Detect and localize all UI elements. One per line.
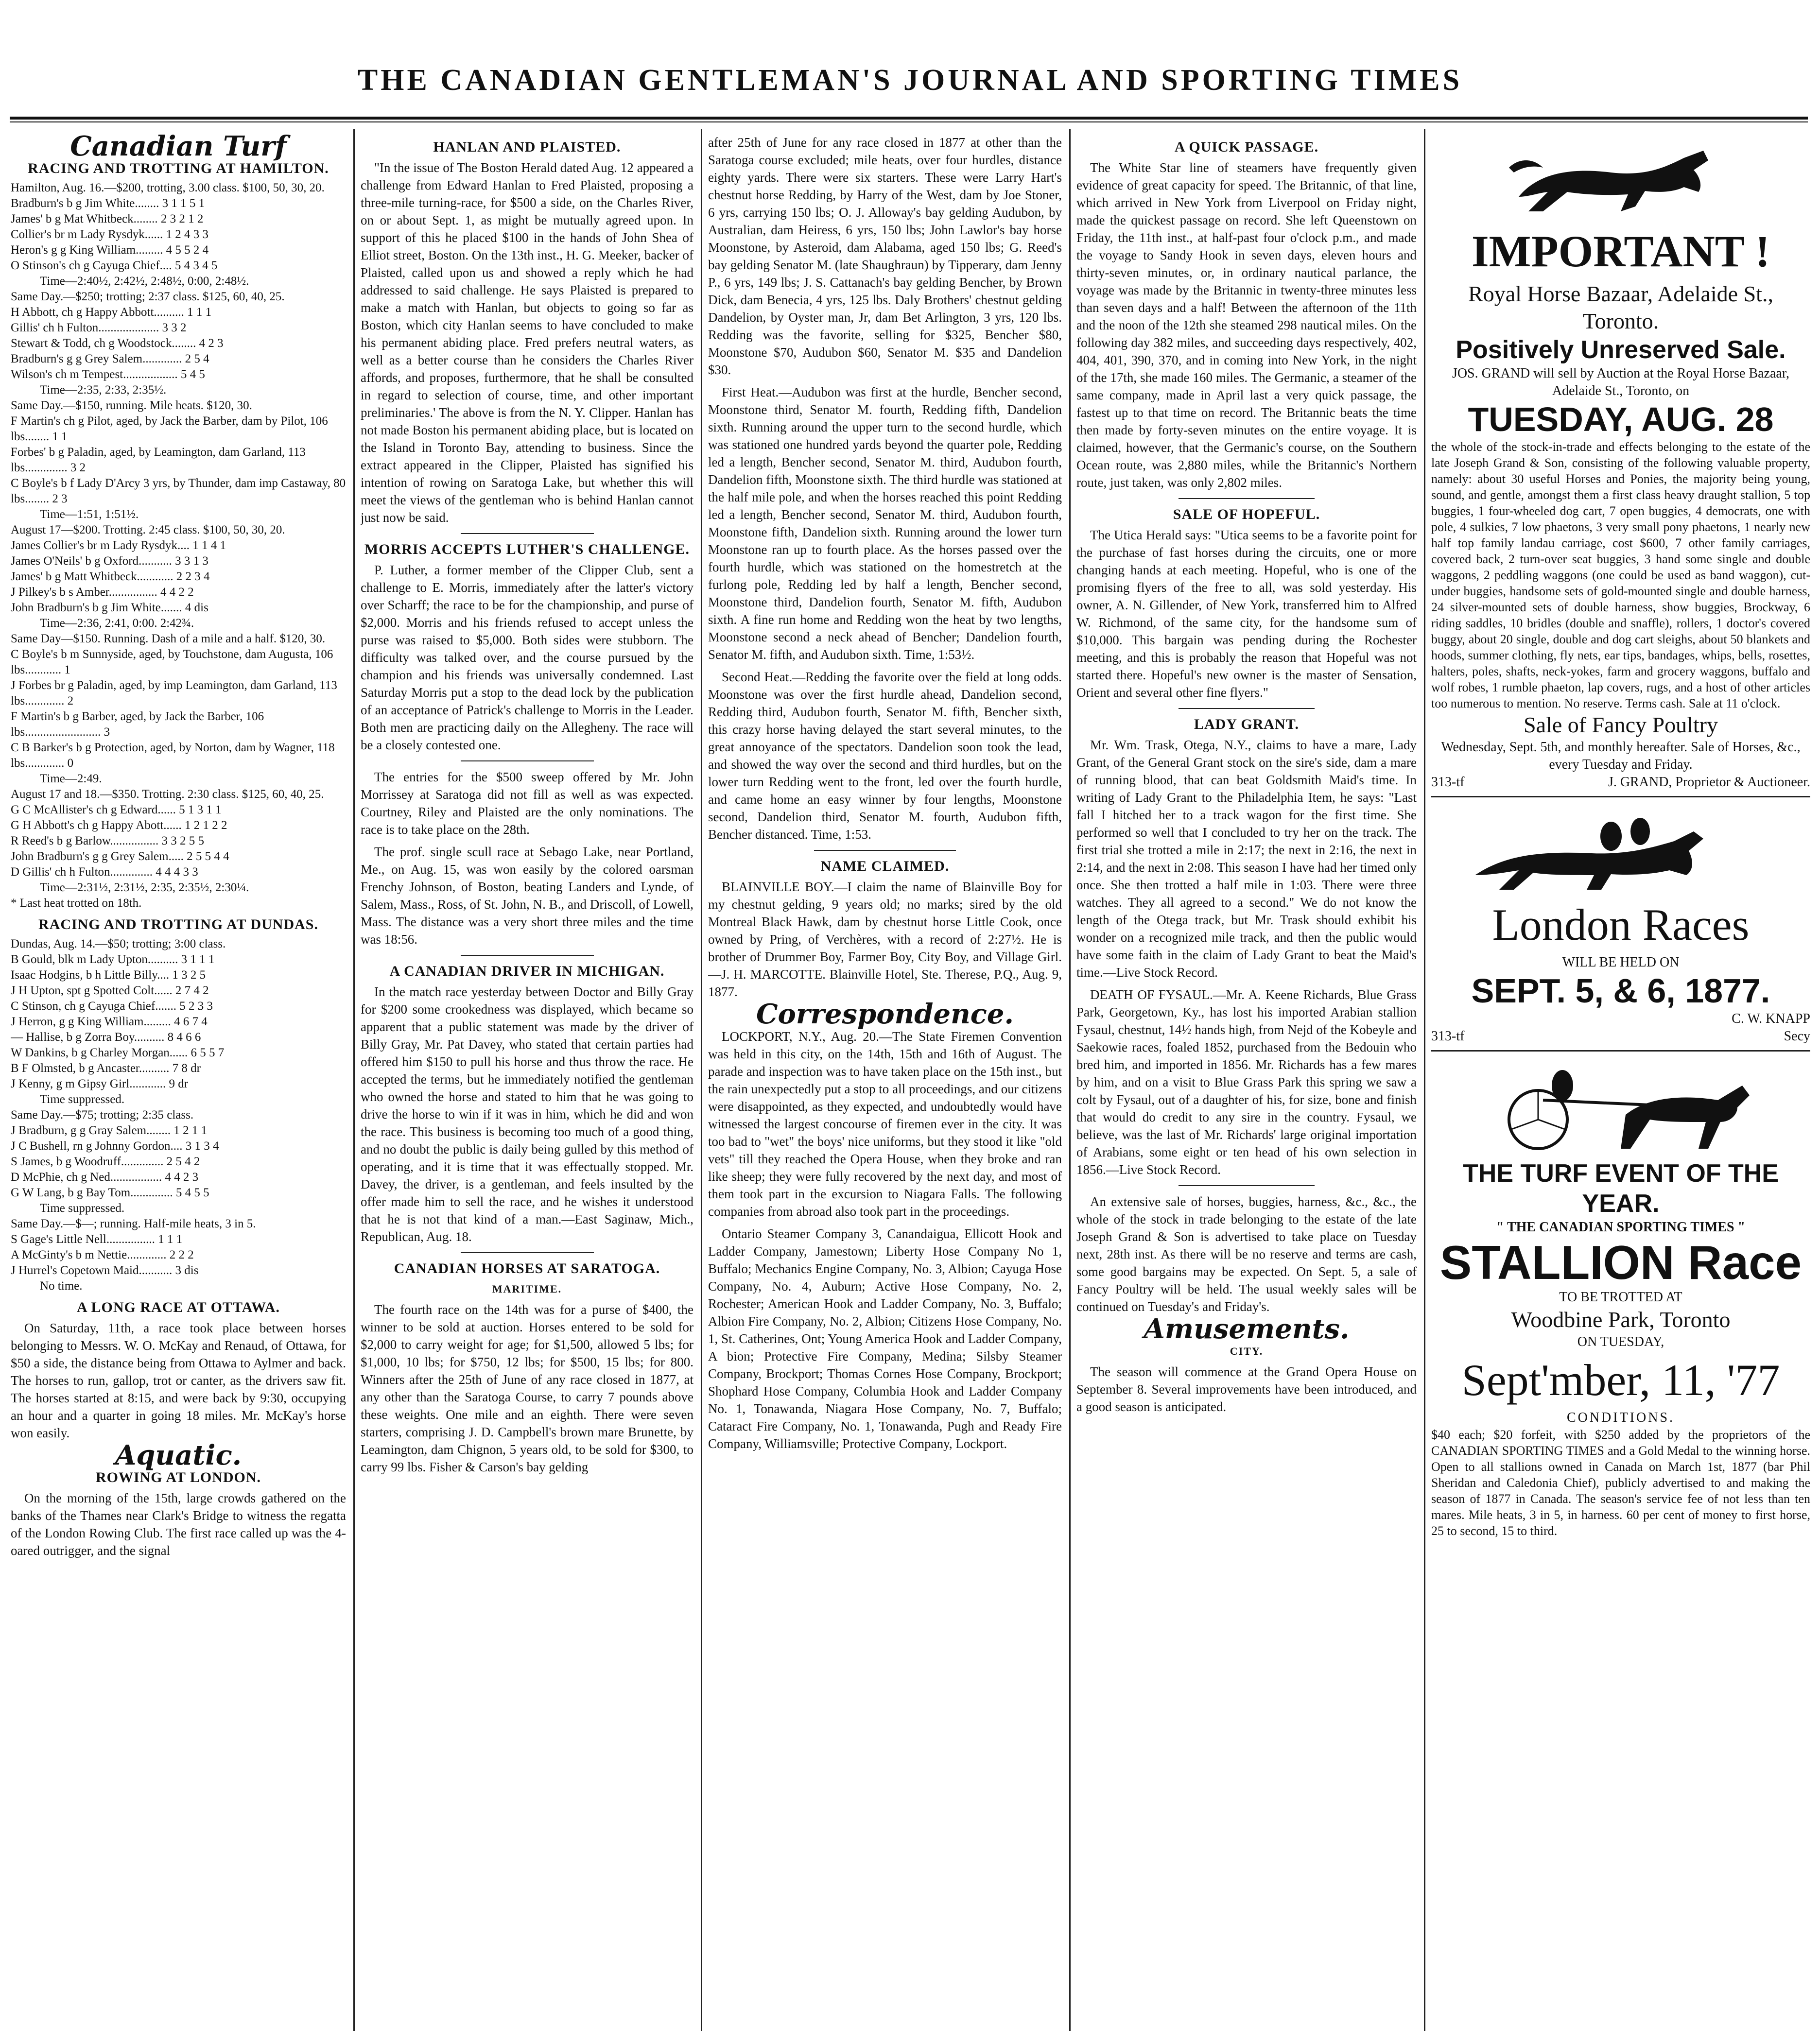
article-paragraph: "In the issue of The Boston Herald dated Aug. 12 appeared a challenge from Edward Hanlan to Fred Plaisted, proposing a three-mile turning-race, for $500 a side, on the Charles River, on or about Sept. 1, as might be mutually agreed upon. In support of this he placed $100 in the hands of John Shea of Elliot street, Boston. On the 13th inst., H. G. Meeker, backer of Plaisted, called upon us and showed a reply which he had addressed to said challenge. He says Plaisted is prepared to make a match with Hanlan, but objects to going so far as Boston, which city Hanlan seems to have concluded to make his permanent abiding place. Fred prefers neutral waters, as well as a better course than he considers the Charles River affords, and proposes, furthermore, that he shall be consulted in regard to selection of course, time, and other important preliminaries.' The above is from the N. Y. Clipper. Hanlan has not made Boston his permanent abiding place, but is located on the Island in Toronto Bay, attending to business. Since the extract appeared in the Clipper, Plaisted has signified his intention of rowing on Saratoga Lake, but whether this will meet the views of the gentleman who is behind Hanlan cannot just now be said. (361, 160, 693, 525)
ad-turf-event: THE TURF EVENT OF THE YEAR. (1463, 1159, 1779, 1218)
heading-lady-grant: LADY GRANT. (1194, 716, 1299, 732)
race-entry: S Gage's Little Nell................ 1 1 1 (11, 1233, 183, 1246)
ad-proprietor: J. GRAND, Proprietor & Auctioneer. (1608, 775, 1810, 790)
heading-quick-passage: A QUICK PASSAGE. (1174, 139, 1319, 155)
race-meta: Same Day.—$—; running. Half-mile heats, 3 in 5. (11, 1217, 256, 1230)
race-meta: Same Day.—$75; trotting; 2:35 class. (11, 1108, 194, 1122)
ad-conditions-text: $40 each; $20 forfeit, with $250 added by the proprietors of the CANADIAN SPORTING TIMES and a Gold Medal to the winning horse. Open to all stallions owned in Canada on March 1st, 1877 (bar Phil Sheridan and Caledonia Chief), publicly advertised to and making the season of 1877 in Canada. The season's service fee of not less than ten mares. Mile heats, 3 in 5, in harness. 60 per cent of money to first horse, 25 to second, 15 to third. (1431, 1428, 1810, 1538)
race-time: Time suppressed. (40, 1202, 125, 1215)
ad-important-headline: IMPORTANT ! (1471, 226, 1770, 276)
race-entry: Bradburn's b g Jim White........ 3 1 1 5 1 (11, 197, 205, 210)
heading-name-claimed: NAME CLAIMED. (820, 858, 950, 874)
race-entry: John Bradburn's b g Jim White....... 4 dis (11, 601, 208, 614)
separator (461, 1252, 594, 1253)
race-time: Time—2:31½, 2:31½, 2:35, 2:35½, 2:30¼. (40, 881, 249, 894)
article-paragraph: On Saturday, 11th, a race took place between horses belonging to Messrs. W. O. McKay and Renaud, of Ottawa, for $50 a side, the distance being from Ottawa to Aylmer and back. The horses to run, gallop, trot or canter, as the drivers saw fit. The horses started at 8:15, and were back by 9:30, occupying an hour and a quarter in going 18 miles. Mr. McKay's horse won easily. (11, 1321, 346, 1440)
race-entry: James' b g Matt Whitbeck............ 2 2 3 4 (11, 570, 210, 583)
article-paragraph: The entries for the $500 sweep offered by Mr. John Morrissey at Saratoga did not fill as well as was expected. Courtney, Riley and Plaisted are the only nominations. The race is to take place on the 28th. (361, 770, 693, 837)
race-time: No time. (40, 1279, 83, 1293)
race-entry: C B Barker's b g Protection, aged, by Norton, dam by Wagner, 118 lbs............. 0 (11, 741, 335, 770)
race-entry: C Boyle's b f Lady D'Arcy 3 yrs, by Thunder, dam imp Castaway, 80 lbs........ 2 3 (11, 477, 346, 505)
race-entry: Gillis' ch h Fulton.................... 3 3 2 (11, 321, 187, 334)
race-time: Time—2:40½, 2:42½, 2:48½, 0:00, 2:48½. (40, 275, 249, 288)
heading-sale-of-hopeful: SALE OF HOPEFUL. (1173, 506, 1320, 522)
separator (461, 760, 594, 761)
article-paragraph: DEATH OF FYSAUL.—Mr. A. Keene Richards, Blue Grass Park, Georgetown, Ky., has lost his imported Arabian stallion Fysaul, chestnut, 14½ hands high, from Nejd of the Kobeyle and Saekowie races, foaled 1852, purchased from the Bedouin who bred him, and imported in 1856. Mr. Richards has a few mares by him, and on a visit to Blue Grass Park this spring we saw a colt by Fysaul, out of a daughter of his, for size, bone and finish that would do credit to any sire in the country. Fysaul, we believe, was the last of Mr. Richards' large original importation of Arabians, some eight or ten head of his own selection in 1856.—Live Stock Record. (1076, 987, 1417, 1177)
column-general-news (1076, 134, 1417, 2029)
subheading-maritime: MARITIME. (492, 1283, 562, 1295)
ad-will-be-held: WILL BE HELD ON (1562, 955, 1680, 970)
ad-london-races: London Races (1492, 900, 1750, 949)
race-entry: G W Lang, b g Bay Tom.............. 5 4 5 5 (11, 1186, 209, 1199)
trotting-sulky-illustration (1465, 1056, 1776, 1154)
ad-sell-intro: JOS. GRAND will sell by Auction at the Royal Horse Bazaar, Adelaide St., Toronto, on (1452, 366, 1790, 398)
heading-saratoga: CANADIAN HORSES AT SARATOGA. (394, 1260, 660, 1277)
section-title-aquatic: Aquatic. (115, 1439, 242, 1471)
race-meta: August 17—$200. Trotting. 2:45 class. $100, 50, 30, 20. (11, 523, 285, 536)
heading-ottawa: A LONG RACE AT OTTAWA. (77, 1299, 280, 1315)
race-entry: S James, b g Woodruff.............. 2 5 4 2 (11, 1155, 200, 1168)
race-entry: — Hallise, b g Zorra Boy.......... 8 4 6 6 (11, 1031, 201, 1044)
ad-divider (1431, 796, 1810, 797)
race-meta: Hamilton, Aug. 16.—$200, trotting, 3.00 class. $100, 50, 30, 20. (11, 181, 325, 194)
column-divider (701, 129, 702, 2031)
race-entry: W Dankins, b g Charley Morgan...... 6 5 5 7 (11, 1046, 225, 1059)
column-turf (11, 134, 346, 2029)
ad-poultry-title: Sale of Fancy Poultry (1524, 712, 1718, 737)
race-entry: A McGinty's b m Nettie............. 2 2 2 (11, 1248, 194, 1261)
race-entry: Wilson's ch m Tempest.................. 5 4 5 (11, 368, 205, 381)
ad-sporting-times: " THE CANADIAN SPORTING TIMES " (1496, 1220, 1746, 1235)
ad-sale-date: TUESDAY, AUG. 28 (1468, 400, 1774, 438)
race-entry: O Stinson's ch g Cayuga Chief.... 5 4 3 4 5 (11, 259, 218, 272)
race-entry: Forbes' b g Paladin, aged, by Leamington, dam Garland, 113 lbs.............. 3 2 (11, 446, 306, 474)
article-paragraph: after 25th of June for any race closed in 1877 at other than the Saratoga course excluded; mile heats, over four hurdles, distance eighty yards. There were six starters. These were Larry Hart's chestnut horse Redding, by Harry of the West, dam by Joe Stoner, 6 yrs, carrying 150 lbs; O. J. Alloway's bay gelding Audubon, by Australian, dam Heiress, 6 yrs, 150 lbs; John Lawlor's bay horse Moonstone, by Asteroid, dam Alabama, aged 150 lbs; G. Reed's bay gelding Senator M. (late Shaughraun) by Tipperary, dam Jenny P., 6 yrs, 149 lbs; J. S. Cattanach's bay gelding Bencher, by Brown Dick, dam Benecia, 4 yrs, 125 lbs. Daly Brothers' chestnut gelding Dandelion, by Oyster man, Jr, dam Bet Arlington, 3 yrs, 120 lbs. Redding was the favorite, selling for $325, Bencher $80, Moonstone $70, Audubon $60, Senator M. $35 and Dandelion $30. (708, 135, 1062, 377)
ad-on-tuesday: ON TUESDAY, (1577, 1334, 1664, 1349)
race-entry: C Boyle's b m Sunnyside, aged, by Touchstone, dam Augusta, 106 lbs............ 1 (11, 648, 333, 676)
article-paragraph: Mr. Wm. Trask, Otega, N.Y., claims to have a mare, Lady Grant, of the General Grant stock on the sire's side, dam a mare of running blood, that can beat Goldsmith Maid's time. In writing of Lady Grant to the Philadelphia Item, he says: "Last fall I hitched her to a track wagon for the first time. She performed so well that I concluded to try her on the track. The first trial she trotted a mile in 2:17; the next in 2:16, the next in 2:14, and the next in 2:08. This season I have had her timed only once. She then trotted a half mile in 1:03. There were three watches. They all agreed to a second." We do not know the length of the Otega track, but Mr. Trask should exhibit his wonder on a recognized mile track, and then the public would have some faith in the claim of Lady Grant to beat the Maid's time.—Live Stock Record. (1076, 738, 1417, 980)
ad-poultry-text: Wednesday, Sept. 5th, and monthly hereafter. Sale of Horses, &c., every Tuesday and Friday. (1441, 740, 1801, 772)
ad-bazaar-name: Royal Horse Bazaar, Adelaide St., Toronto. (1468, 281, 1773, 333)
section-title-turf: Canadian Turf (70, 134, 287, 162)
race-entry: J Kenny, g m Gipsy Girl............ 9 dr (11, 1077, 189, 1090)
ad-unreserved-sale: Positively Unreserved Sale. (1456, 336, 1786, 364)
column-saratoga-correspondence (708, 134, 1062, 2029)
horse-race-illustration (1465, 802, 1776, 895)
race-entry: J Bradburn, g g Gray Salem........ 1 2 1 1 (11, 1124, 208, 1137)
race-entry: Collier's br m Lady Rysdyk...... 1 2 4 3 3 (11, 228, 208, 241)
article-paragraph: The fourth race on the 14th was for a purse of $400, the winner to be sold at auction. Horses entered to be sold for $2,000 to carry weight for age; for $1,500, allowed 5 lbs; for $1,000, 10 lbs; for $750, 12 lbs; for $500, 15 lbs; for 800. Winners after the 25th of June of any race closed in 1877, at any other than the Saratoga Course, to carry 7 pounds above these weights. One mile and an eighth. There were seven starters, comprising J. D. Campbell's brown mare Brunette, by Leamington, dam Chignon, 5 years old, to be sold for $300, to carry 99 lbs. Fisher & Carson's bay gelding (361, 1302, 693, 1474)
ad-code: 313-tf (1431, 1029, 1465, 1044)
race-entry: Bradburn's g g Grey Salem............. 2 5 4 (11, 352, 209, 365)
separator (814, 850, 955, 851)
subheading-city: CITY. (1230, 1345, 1264, 1357)
race-time: Time suppressed. (40, 1093, 125, 1106)
separator (1179, 1185, 1315, 1186)
column-rowing-news (361, 134, 693, 2029)
race-entry: Heron's g g King William......... 4 5 5 2 4 (11, 243, 209, 257)
race-entry: G H Abbott's ch g Happy Abott...... 1 2 1 2 2 (11, 819, 227, 832)
article-paragraph: The Utica Herald says: "Utica seems to be a favorite point for the purchase of fast horses during the circuits, one or more changing hands at each meeting. Hopeful, who is one of the promising flyers of the free to all, was sold yesterday. His owner, A. N. Gillender, of New York, transferred him to Alfred W. Richmond, of the same city, for the handsome sum of $10,000. This bargain was pending during the Rochester meeting, and this is probably the reason that Hopeful was not started there. Hopeful's new owner is the master of Sensation, Orient and several other fine flyers." (1076, 528, 1417, 700)
column-divider (1069, 129, 1071, 2031)
heading-hamilton: RACING AND TROTTING AT HAMILTON. (28, 160, 329, 176)
article-paragraph: Second Heat.—Redding the favorite over the field at long odds. Moonstone was over the first hurdle ahead, Dandelion second, Redding third, Audubon fourth, Senator M. fifth, Bencher sixth, this crazy horse having delayed the start several minutes, to the great annoyance of the spectators. Dandelion soon took the lead, and showed the way over the second and third hurdles, but on the lower turn Redding went to the front, led over the fourth hurdle, and came home an easy winner by four lengths, Moonstone second, Dandelion third, Senator M. fourth, Audubon fifth, Bencher distanced. Time, 1:53. (708, 670, 1062, 842)
race-entry: R Reed's b g Barlow................ 3 3 2 5 5 (11, 834, 204, 847)
ad-stallion-race: STALLION Race (1439, 1236, 1802, 1289)
heading-rowing: ROWING AT LONDON. (95, 1469, 261, 1485)
separator (1179, 708, 1315, 709)
ad-signature (1431, 774, 1810, 791)
ad-races-date: SEPT. 5, & 6, 1877. (1471, 972, 1770, 1010)
race-meta: Same Day.—$250; trotting; 2:37 class. $125, 60, 40, 25. (11, 290, 285, 303)
heading-dundas: RACING AND TROTTING AT DUNDAS. (38, 916, 318, 932)
column-divider (353, 129, 355, 2031)
article-paragraph: Ontario Steamer Company 3, Canandaigua, Ellicott Hook and Ladder Company, Jamestown; Liberty Hose Company No 1, Buffalo; Mechanics Engine Company, No. 3, Albion; Cayuga Hose Company, No. 4, Auburn; Active Hose Company, No. 2, Rochester; American Hook and Ladder Company, No. 3, Buffalo; Albion Fire Company, No. 2, Albion; Citizens Hose Company, No. 1, St. Catherines, Ont; Young America Hook and Ladder Company, A bion; Protective Fire Company, Medina; Silsby Steamer Company, Brockport; Thomas Cornes Hose Company, Brockport; Shophard Hose Company, Columbia Hook and Ladder Company No. 1, Tonawanda, Niagara Hose Company, No. 7, Buffalo; Cataract Fire Company, No. 1, Tonawanda, Pugh and Ready Fire Company, Williamsville; Protective Company, Lockport. (708, 1226, 1062, 1451)
race-entry: James Collier's br m Lady Rysdyk.... 1 1 4 1 (11, 539, 226, 552)
race-time: Time—2:49. (40, 772, 102, 785)
column-divider (1424, 129, 1425, 2031)
masthead: THE CANADIAN GENTLEMAN'S JOURNAL AND SPORTING TIMES (357, 64, 1463, 97)
ad-divider (1431, 1050, 1810, 1052)
ad-signature (1431, 1028, 1810, 1045)
race-note: * Last heat trotted on 18th. (11, 897, 142, 910)
race-time: Time—1:51, 1:51½. (40, 508, 139, 521)
race-entry: G C McAllister's ch g Edward...... 5 1 3 1 1 (11, 803, 222, 816)
race-entry: B Gould, blk m Lady Upton.......... 3 1 1 1 (11, 953, 215, 966)
race-entry: C Stinson, ch g Cayuga Chief....... 5 2 3 3 (11, 1000, 213, 1013)
ad-code: 313-tf (1431, 775, 1465, 790)
race-entry: John Bradburn's g g Grey Salem..... 2 5 5 4 4 (11, 850, 229, 863)
article-paragraph: On the morning of the 15th, large crowds gathered on the banks of the Thames near Clark's Bridge to witness the regatta of the London Rowing Club. The first race called up was the 4-oared outrigger, and the signal (11, 1491, 346, 1558)
heading-morris: MORRIS ACCEPTS LUTHER'S CHALLENGE. (364, 541, 690, 557)
ad-knapp: C. W. KNAPP (1732, 1011, 1810, 1026)
article-paragraph: In the match race yesterday between Doctor and Billy Gray for $200 some crookedness was displayed, which became so apparent that a public statement was made by the driver of Billy Gray, Mr. Pat Davey, who stated that certain parties had offered him $150 to pull his horse and thus throw the race. He accepted the terms, but he immediately notified the gentleman who owned the horse and stated to him that he was going to drive the horse to win if it was in him, which he did and won the race. This business is becoming too much of a good thing, and no doubt the public is daily being gulled by this method of operating, and it is time that it was effectually stopped. Mr. Davey, the driver, is a gentleman, and feels insulted by the offer made him to sell the race, and he wishes it understood that he is not that kind of a man.—East Saginaw, Mich., Republican, Aug. 18. (361, 984, 693, 1244)
article-paragraph: LOCKPORT, N.Y., Aug. 20.—The State Firemen Convention was held in this city, on the 14th, 15th and 16th of August. The parade and inspection was to have taken place on the 15th inst., but the rain unexpectedly put a stop to all proceedings, and our citizens were disappointed, as they expected, and undoubtedly would have witnessed the largest concourse of firemen ever in the city. It was too bad to "wet" the boys' nice uniforms, but they stood it like "old vets" till they reached the Opera House, when they broke and ran like sheep; they were fully recovered by the next day, and most of them took part in the excursion to Niagara Falls. The following companies from abroad also took part in the proceedings. (708, 1029, 1062, 1219)
ad-race-date: Sept'mber, 11, '77 (1461, 1355, 1780, 1405)
separator (461, 533, 594, 534)
race-entry: J Herron, g g King William......... 4 6 7 4 (11, 1015, 208, 1028)
article-paragraph: The season will commence at the Grand Opera House on September 8. Several improvements have been introduced, and a good season is anticipated. (1076, 1364, 1417, 1414)
race-entry: J Pilkey's b s Amber................ 4 4 2 2 (11, 586, 194, 599)
separator (1179, 498, 1315, 499)
ad-to-be-trotted: TO BE TROTTED AT (1559, 1290, 1682, 1305)
masthead-rule-thick (10, 117, 1808, 120)
race-entry: J Hurrel's Copetown Maid........... 3 dis (11, 1264, 199, 1277)
race-entry: F Martin's b g Barber, aged, by Jack the Barber, 106 lbs......................... 3 (11, 710, 264, 739)
race-entry: H Abbott, ch g Happy Abbott.......... 1 1 1 (11, 306, 212, 319)
race-entry: J Forbes br g Paladin, aged, by imp Leamington, dam Garland, 113 lbs............. 2 (11, 679, 337, 707)
article-paragraph: BLAINVILLE BOY.—I claim the name of Blainville Boy for my chestnut gelding, 9 years old; no marks; sired by the old Montreal Black Hawk, dam by chestnut horse Little Cook, once owned by Pring, of Verchères, with a record of 2:27½. He is brother of Drummer Boy, Farmer Boy, City Boy, and Village Girl.—J. H. MARCOTTE. Blainville Hotel, Ste. Therese, P.Q., Aug. 9, 1877. (708, 880, 1062, 999)
race-entry: D Gillis' ch h Fulton.............. 4 4 4 3 3 (11, 865, 198, 879)
article-paragraph: The prof. single scull race at Sebago Lake, near Portland, Me., on Aug. 15, was won easily by the colored oarsman Frenchy Johnson, of Boston, beating Landers and Lynde, of Salem, Mass., Ross, of St. John, N. B., and Driscoll, of Lowell, Mass. The distance was a very short three miles and the time was 18:56. (361, 845, 693, 947)
race-time: Time—2:36, 2:41, 0:00. 2:42¾. (40, 617, 194, 630)
race-entry: Stewart & Todd, ch g Woodstock........ 4 2 3 (11, 337, 224, 350)
section-title-correspondence: Correspondence. (756, 998, 1014, 1030)
ad-conditions-heading: CONDITIONS. (1566, 1410, 1675, 1425)
race-entry: F Martin's ch g Pilot, aged, by Jack the Barber, dam by Pilot, 106 lbs........ 1 1 (11, 414, 328, 443)
heading-hanlan: HANLAN AND PLAISTED. (433, 139, 621, 155)
article-paragraph: The White Star line of steamers have frequently given evidence of great capacity for speed. The Britannic, of that line, which arrived in New York from Liverpool on Friday night, made the quickest passage on record. She left Queenstown on Friday, the 11th inst., at half-past four o'clock p.m., and made the voyage to Sandy Hook in seven days, eleven hours and thirty-seven minutes, or, in ordinary nautical parlance, the voyage was made by the Britannic in twenty-three minutes less than seven days and a half! Between the afternoon of the 11th and the noon of the 12th she steamed 298 nautical miles. On the following day 382 miles, and succeeding days respectively, 402, 404, 401, 390, 370, and in coming into New York, in the night of the 17th, she made 160 miles. The Germanic, a steamer of the same company, made in April last a very quick passage, the fastest up to that time on record. The Britannic beats the time then made by forty-seven minutes on the entire voyage. It is claimed, however, that the Germanic's course, on the Southern Ocean route, was 2,880 miles, while the Britannic's Northern route, just taken, was only 2,802 miles. (1076, 160, 1417, 490)
race-time: Time—2:35, 2:33, 2:35½. (40, 383, 167, 397)
column-advertisements (1431, 134, 1810, 2029)
race-meta: Dundas, Aug. 14.—$50; trotting; 3:00 class. (11, 937, 226, 950)
article-paragraph: An extensive sale of horses, buggies, harness, &c., &c., the whole of the stock in trade belonging to the estate of the late Joseph Grand & Son is advertised to take place on Tuesday next, 28th inst. As there will be no reserve and terms are cash, some good bargains may be expected. On Sept. 5, a sale of Fancy Poultry will be held. The usual weekly sales will be continued on Tuesday's and Friday's. (1076, 1194, 1417, 1314)
race-meta: Same Day.—$150, running. Mile heats. $120, 30. (11, 399, 252, 412)
race-meta: August 17 and 18.—$350. Trotting. 2:30 class. $125, 60, 40, 25. (11, 788, 324, 801)
article-paragraph: First Heat.—Audubon was first at the hurdle, Bencher second, Moonstone third, Senator M. fourth, Redding fifth, Dandelion sixth. Running around the upper turn to the second hurdle, which was stationed one hundred yards beyond the quarter pole, Redding led a length, Bencher second, Senator M. third, Audubon fourth, Dandelion fifth, Moonstone sixth. The third hurdle was stationed at the half mile pole, and when the horses reached this point Redding led a length, Bencher second, Senator M. third, Audubon fourth, Moonstone fifth, Dandelion sixth. Running around the lower turn Moonstone ran up to fourth place. As the horses passed over the fourth hurdle, which was stationed on the homestretch at the furlong pole, Redding led by half a length, Bencher second, Moonstone third, Dandelion fourth, Senator M. fifth, Audubon sixth. A fine run home and Redding won the heat by two lengths, Moonstone second a neck ahead of Bencher; Dandelion fourth, Senator M. fifth, and Audubon sixth. Time, 1:53½. (708, 385, 1062, 662)
race-meta: Same Day—$150. Running. Dash of a mile and a half. $120, 30. (11, 632, 326, 645)
race-entry: D McPhie, ch g Ned................. 4 4 2 3 (11, 1171, 199, 1184)
race-entry: J C Bushell, rn g Johnny Gordon.... 3 1 3 4 (11, 1139, 219, 1153)
galloping-horse-illustration (1499, 138, 1742, 221)
separator (461, 955, 594, 956)
ad-secretary: Secy (1784, 1029, 1810, 1044)
ad-inventory-text: the whole of the stock-in-trade and effects belonging to the estate of the late Joseph Grand & Son, consisting of the following valuable property, namely: about 30 useful Horses and Ponies, the majority being young, sound, and gentle, amongst them a first class heavy draught stallion, 5 top buggies, 1 four-wheeled dog cart, 7 open buggies, 4 democrats, one with pole, 4 sulkies, 7 low phaetons, 3 very small pony phaetons, 1 nearly new half top family landau carriage, cost $600, 7 other family carriages, covered back, 2 turn-over seat buggies, 3 hand some single and double waggons, 2 peddling waggons (one could be used as band waggon), cut-under buggies, handsome sets of gold-mounted single and double harness, 24 silver-mounted sets of double harness, show buggies, Brockway, 6 riding saddles, 10 bridles (double and snaffle), rollers, 1 doctor's covered buggy, about 20 single, double and dog cart sleighs, about 50 blankets and hoods, summer clothing, fly nets, ear tips, bandages, whips, bells, rosettes, halters, poles, shafts, neck-yokes, farm and grocery waggons, buffalo and wolf robes, 1 rumble phaeton, lap covers, rugs, and a host of other articles too numerous to mention. No reserve. Terms cash. Sale at 11 o'clock. (1431, 440, 1810, 710)
race-entry: B F Olmsted, b g Ancaster.......... 7 8 dr (11, 1062, 201, 1075)
race-entry: J H Upton, spt g Spotted Colt...... 2 7 4 2 (11, 984, 209, 997)
heading-canadian-driver: A CANADIAN DRIVER IN MICHIGAN. (389, 963, 665, 979)
section-title-amusements: Amusements. (1144, 1313, 1350, 1345)
masthead-rule-thin (10, 121, 1808, 122)
race-entry: James' b g Mat Whitbeck........ 2 3 2 1 2 (11, 212, 204, 225)
article-paragraph: P. Luther, a former member of the Clipper Club, sent a challenge to E. Morris, immediately after the latter's victory over Scharff; the race to be for the championship, and purse of $2,000. Morris and his friends refused to accept unless the purse was raised to $5,000. Both sides were stubborn. The difficulty was talked over, and the course pursued by the champion and his friends was universally condemned. Last Saturday Morris put a stop to the dead lock by the publication of an acceptance of Patrick's challenge to Morris in the Leader. Both men are practicing daily on the Allegheny. The race will be a closely contested one. (361, 563, 693, 752)
ad-woodbine-park: Woodbine Park, Toronto (1511, 1307, 1731, 1332)
race-entry: James O'Neils' b g Oxford........... 3 3 1 3 (11, 554, 208, 568)
race-entry: Isaac Hodgins, b h Little Billy.... 1 3 2 5 (11, 968, 206, 982)
